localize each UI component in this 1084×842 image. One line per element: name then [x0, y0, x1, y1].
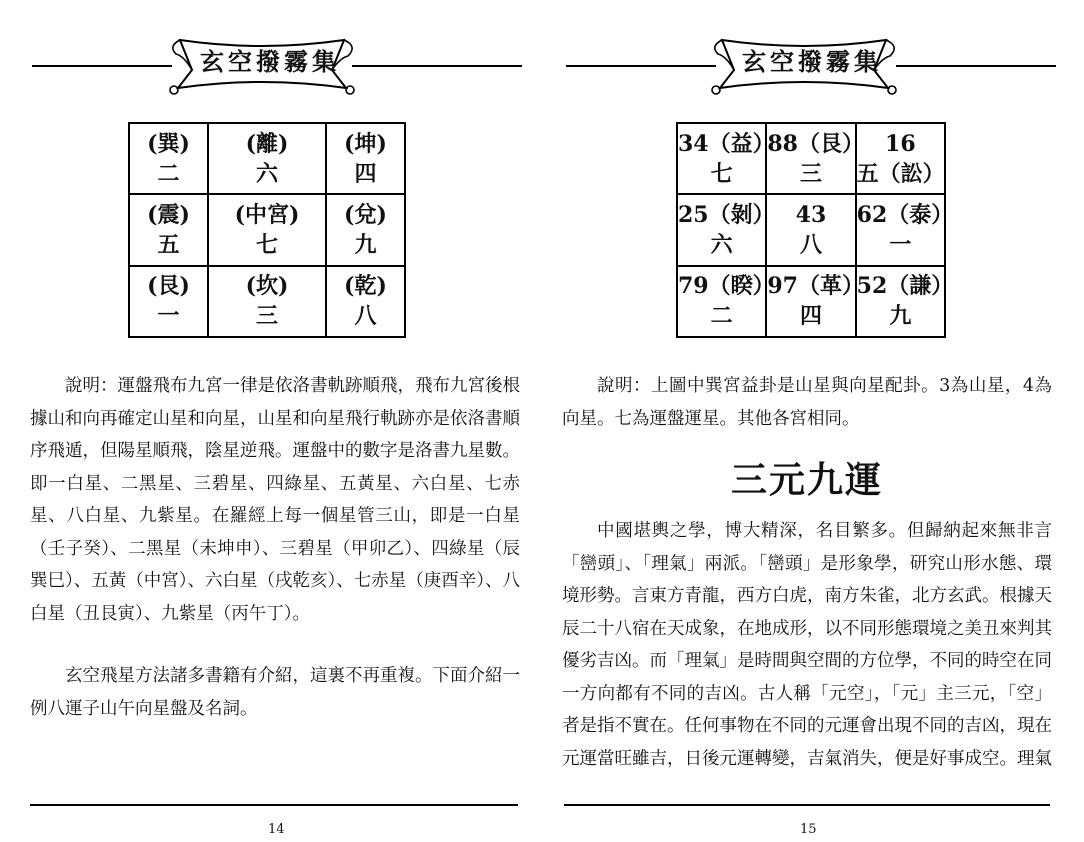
cell-top-label: 34（益） — [678, 130, 775, 157]
cell-bottom-label: 二 — [157, 160, 180, 187]
cell-top-label: (艮) — [147, 273, 190, 300]
grid-cell — [766, 194, 855, 265]
grid-cell — [766, 266, 864, 337]
grid-row — [129, 194, 405, 265]
cell-top-label: 52（謙） — [856, 273, 954, 300]
cell-top-label: 43 — [795, 201, 827, 228]
cell-top-label: (乾) — [344, 273, 387, 300]
grid-row — [677, 266, 945, 337]
cell-bottom-label: 五（訟） — [856, 160, 945, 187]
header-rule-right — [896, 65, 1056, 67]
grid-cell — [677, 194, 775, 265]
grid-cell — [129, 194, 208, 265]
grid-cell — [766, 123, 864, 194]
grid-cell — [129, 123, 208, 194]
cell-top-label: (坎) — [245, 273, 289, 300]
cell-bottom-label: 二 — [710, 303, 733, 330]
body-paragraph: 中國堪輿之學，博大精深，名目繁多。但歸納起來無非言「巒頭」、「理氣」兩派。「巒頭」是形象學，研究山形水態、環境形勢。言東方青龍，西方白虎，南方朱雀，北方玄武。根據天辰二十八宿在天成象，在地成形，以不同形態環境之美丑來判其優劣吉凶。而「理氣」是時間與空間的方位學，不同的時空在同一方向都有不同的吉凶。古人稱「元空」，「元」主三元，「空」者是指不實在。任何事物在不同的元運會出現不同的吉凶，現在元運當旺雖吉，日後元運轉變，吉氣消失，便是好事成空。理氣 — [562, 521, 1052, 769]
grid-cell — [856, 266, 954, 337]
flying-star-grid — [128, 122, 406, 338]
grid-cell — [129, 266, 208, 337]
grid-row — [677, 194, 945, 265]
cell-top-label: 97（革） — [767, 273, 864, 300]
cell-bottom-label: 六 — [255, 160, 278, 187]
grid-cell — [326, 123, 405, 194]
cell-bottom-label: 一 — [157, 303, 180, 330]
cell-top-label: 79（睽） — [678, 273, 775, 300]
cell-bottom-label: 三 — [799, 160, 822, 187]
cell-top-label: (巽) — [147, 130, 190, 157]
grid-cell — [856, 194, 954, 265]
grid-cell — [208, 266, 326, 337]
cell-top-label: (坤) — [344, 130, 387, 157]
cell-bottom-label: 八 — [354, 303, 377, 330]
chart-note: 說明：上圖中巽宮益卦是山星與向星配卦。3為山星，4為向星。七為運盤運星。其他各宮相同。 — [562, 376, 1052, 429]
header-title: 玄空撥霧集 — [742, 47, 882, 76]
grid-row — [129, 123, 405, 194]
header-rule-right — [352, 65, 522, 67]
intro-paragraph: 玄空飛星方法諸多書籍有介紹，這裏不再重複。下面介紹一例八運子山午向星盤及名詞。 — [30, 666, 520, 719]
header-rule-left — [566, 65, 716, 67]
cell-bottom-label: 五 — [157, 231, 180, 258]
grid-cell — [856, 123, 945, 194]
right-page — [542, 0, 1084, 842]
header-rule-left — [32, 65, 172, 67]
cell-bottom-label: 九 — [889, 303, 912, 330]
cell-bottom-label: 四 — [799, 303, 822, 330]
grid-cell — [326, 266, 405, 337]
cell-bottom-label: 七 — [255, 231, 278, 258]
cell-bottom-label: 八 — [799, 231, 822, 258]
footer-rule — [30, 804, 518, 806]
cell-top-label: 16 — [885, 130, 916, 157]
grid-row — [129, 266, 405, 337]
cell-top-label: (中宮) — [234, 201, 300, 228]
grid-cell — [208, 123, 326, 194]
cell-bottom-label: 九 — [354, 231, 377, 258]
cell-bottom-label: 六 — [710, 231, 733, 258]
cell-bottom-label: 一 — [889, 231, 912, 258]
cell-bottom-label: 三 — [255, 303, 278, 330]
footer-rule — [564, 804, 1050, 806]
explanation-paragraph: 說明：運盤飛布九宮一律是依洛書軌跡順飛，飛布九宮後根據山和向再確定山星和向星，山星和向星飛行軌跡亦是依洛書順序飛遁，但陽星順飛，陰星逆飛。運盤中的數字是洛書九星數。即一白星、二黑星、三碧星、四綠星、五黃星、六白星、七赤星、八白星、九紫星。在羅經上每一個星管三山，即是一白星（壬子癸）、二黑星（未坤申）、三碧星（甲卯乙）、四綠星（辰巽巳）、五黃（中宮）、六白星（戌乾亥）、七赤星（庚酉辛）、八白星（丑艮寅）、九紫星（丙午丁）。 — [30, 376, 520, 624]
cell-top-label: 25（剝） — [678, 201, 775, 228]
cell-bottom-label: 七 — [710, 160, 733, 187]
star-chart-grid — [676, 122, 954, 338]
cell-top-label: 88（艮） — [767, 130, 864, 157]
cell-top-label: (兌) — [344, 201, 387, 228]
cell-bottom-label: 四 — [354, 160, 377, 187]
grid-row — [677, 123, 945, 194]
cell-top-label: (震) — [147, 201, 190, 228]
cell-top-label: 62（泰） — [856, 201, 954, 228]
page-number: 14 — [268, 822, 285, 837]
grid-cell — [208, 194, 326, 265]
grid-cell — [677, 123, 775, 194]
header-title: 玄空撥霧集 — [200, 47, 340, 76]
page-number: 15 — [800, 822, 817, 837]
grid-cell — [326, 194, 405, 265]
section-heading: 三元九運 — [730, 459, 883, 501]
left-page — [0, 0, 540, 842]
cell-top-label: (離) — [245, 130, 289, 157]
grid-cell — [677, 266, 775, 337]
